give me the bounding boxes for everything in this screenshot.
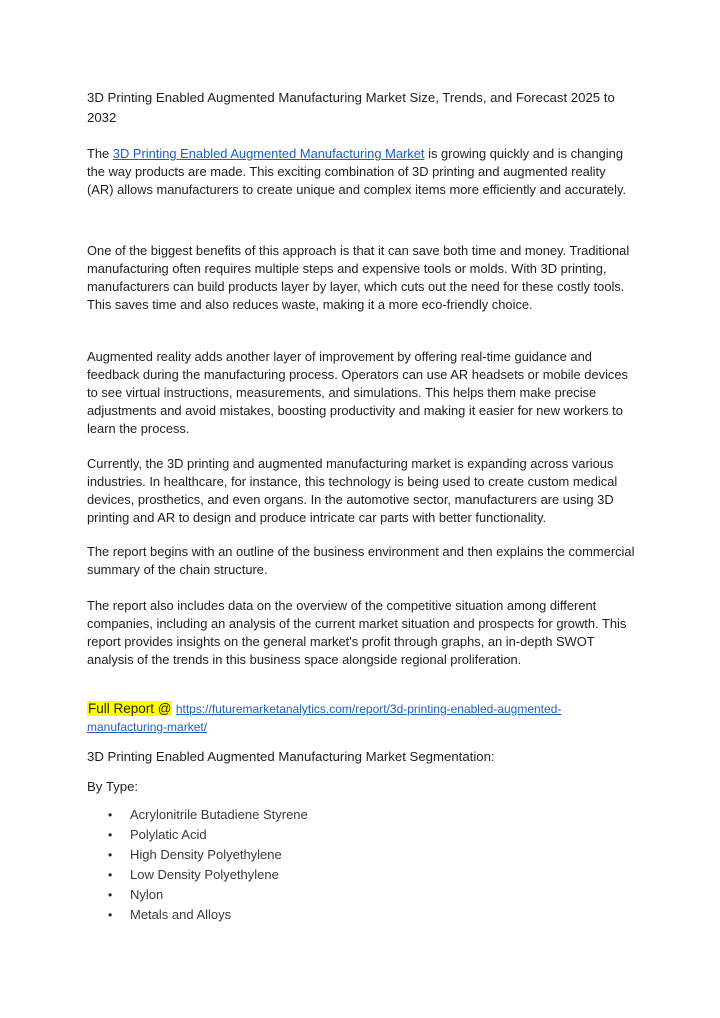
bullet-icon: • (108, 908, 113, 922)
intro-suffix: is growing quickly and is changing the way products are made. This exciting combination of 3D printing and augmented reality (AR) allows manufacturers to create unique and complex items more efficiently and accurately. (87, 146, 627, 197)
intro-paragraph (87, 145, 635, 199)
full-report-line (87, 700, 635, 736)
market-link[interactable]: 3D Printing Enabled Augmented Manufacturing Market (112, 146, 425, 161)
type-label: High Density Polyethylene (130, 847, 282, 862)
list-item (87, 805, 308, 825)
paragraph-augmented-reality: Augmented reality adds another layer of improvement by offering real-time guidance and feedback during the manufacturing process. Operators can use AR headsets or mobile devices to see virtual instructions, measurements, and simulations. This helps them make precise adjustments and avoid mistakes, boosting productivity and making it easier for new workers to learn the process. (87, 349, 628, 436)
document-title: 3D Printing Enabled Augmented Manufacturing Market Size, Trends, and Forecast 2025 to 2032 (87, 90, 615, 125)
paragraph-report-competitive: The report also includes data on the overview of the competitive situation among different companies, including an analysis of the current market situation and prospects for growth. This report provides insights on the general market's profit through graphs, an in-depth SWOT analysis of the trends in this business space alongside regional proliferation. (87, 598, 627, 667)
bullet-icon: • (108, 828, 113, 842)
paragraph-report-outline: The report begins with an outline of the business environment and then explains the commercial summary of the chain structure. (87, 544, 635, 577)
bullet-icon: • (108, 888, 113, 902)
type-list (87, 805, 308, 925)
type-label: Acrylonitrile Butadiene Styrene (130, 807, 308, 822)
full-report-label: Full Report @ (88, 701, 172, 716)
list-item (87, 825, 308, 845)
type-label: Nylon (130, 887, 164, 902)
by-type-label: By Type: (87, 779, 139, 794)
list-item (87, 865, 308, 885)
bullet-icon: • (108, 848, 113, 862)
bullet-icon: • (108, 868, 113, 882)
list-item (87, 845, 308, 865)
type-label: Polylatic Acid (130, 827, 207, 842)
segmentation-heading: 3D Printing Enabled Augmented Manufacturing Market Segmentation: (87, 749, 495, 764)
full-report-link[interactable]: https://futuremarketanalytics.com/report/3d-printing-enabled-augmented-manufacturing-market/ (87, 702, 562, 734)
type-label: Metals and Alloys (130, 907, 232, 922)
list-item (87, 885, 308, 905)
list-item (87, 905, 308, 925)
intro-prefix: The (87, 146, 113, 161)
type-label: Low Density Polyethylene (130, 867, 279, 882)
paragraph-benefits: One of the biggest benefits of this approach is that it can save both time and money. Traditional manufacturing often requires multiple steps and expensive tools or molds. With 3D printing, manufacturers can build products layer by layer, which cuts out the need for these costly tools. This saves time and also reduces waste, making it a more eco-friendly choice. (87, 243, 630, 312)
paragraph-industries: Currently, the 3D printing and augmented manufacturing market is expanding across various industries. In healthcare, for instance, this technology is being used to create custom medical devices, prosthetics, and even organs. In the automotive sector, manufacturers are using 3D printing and AR to design and produce intricate car parts with better functionality. (87, 456, 618, 525)
bullet-icon: • (108, 808, 113, 822)
